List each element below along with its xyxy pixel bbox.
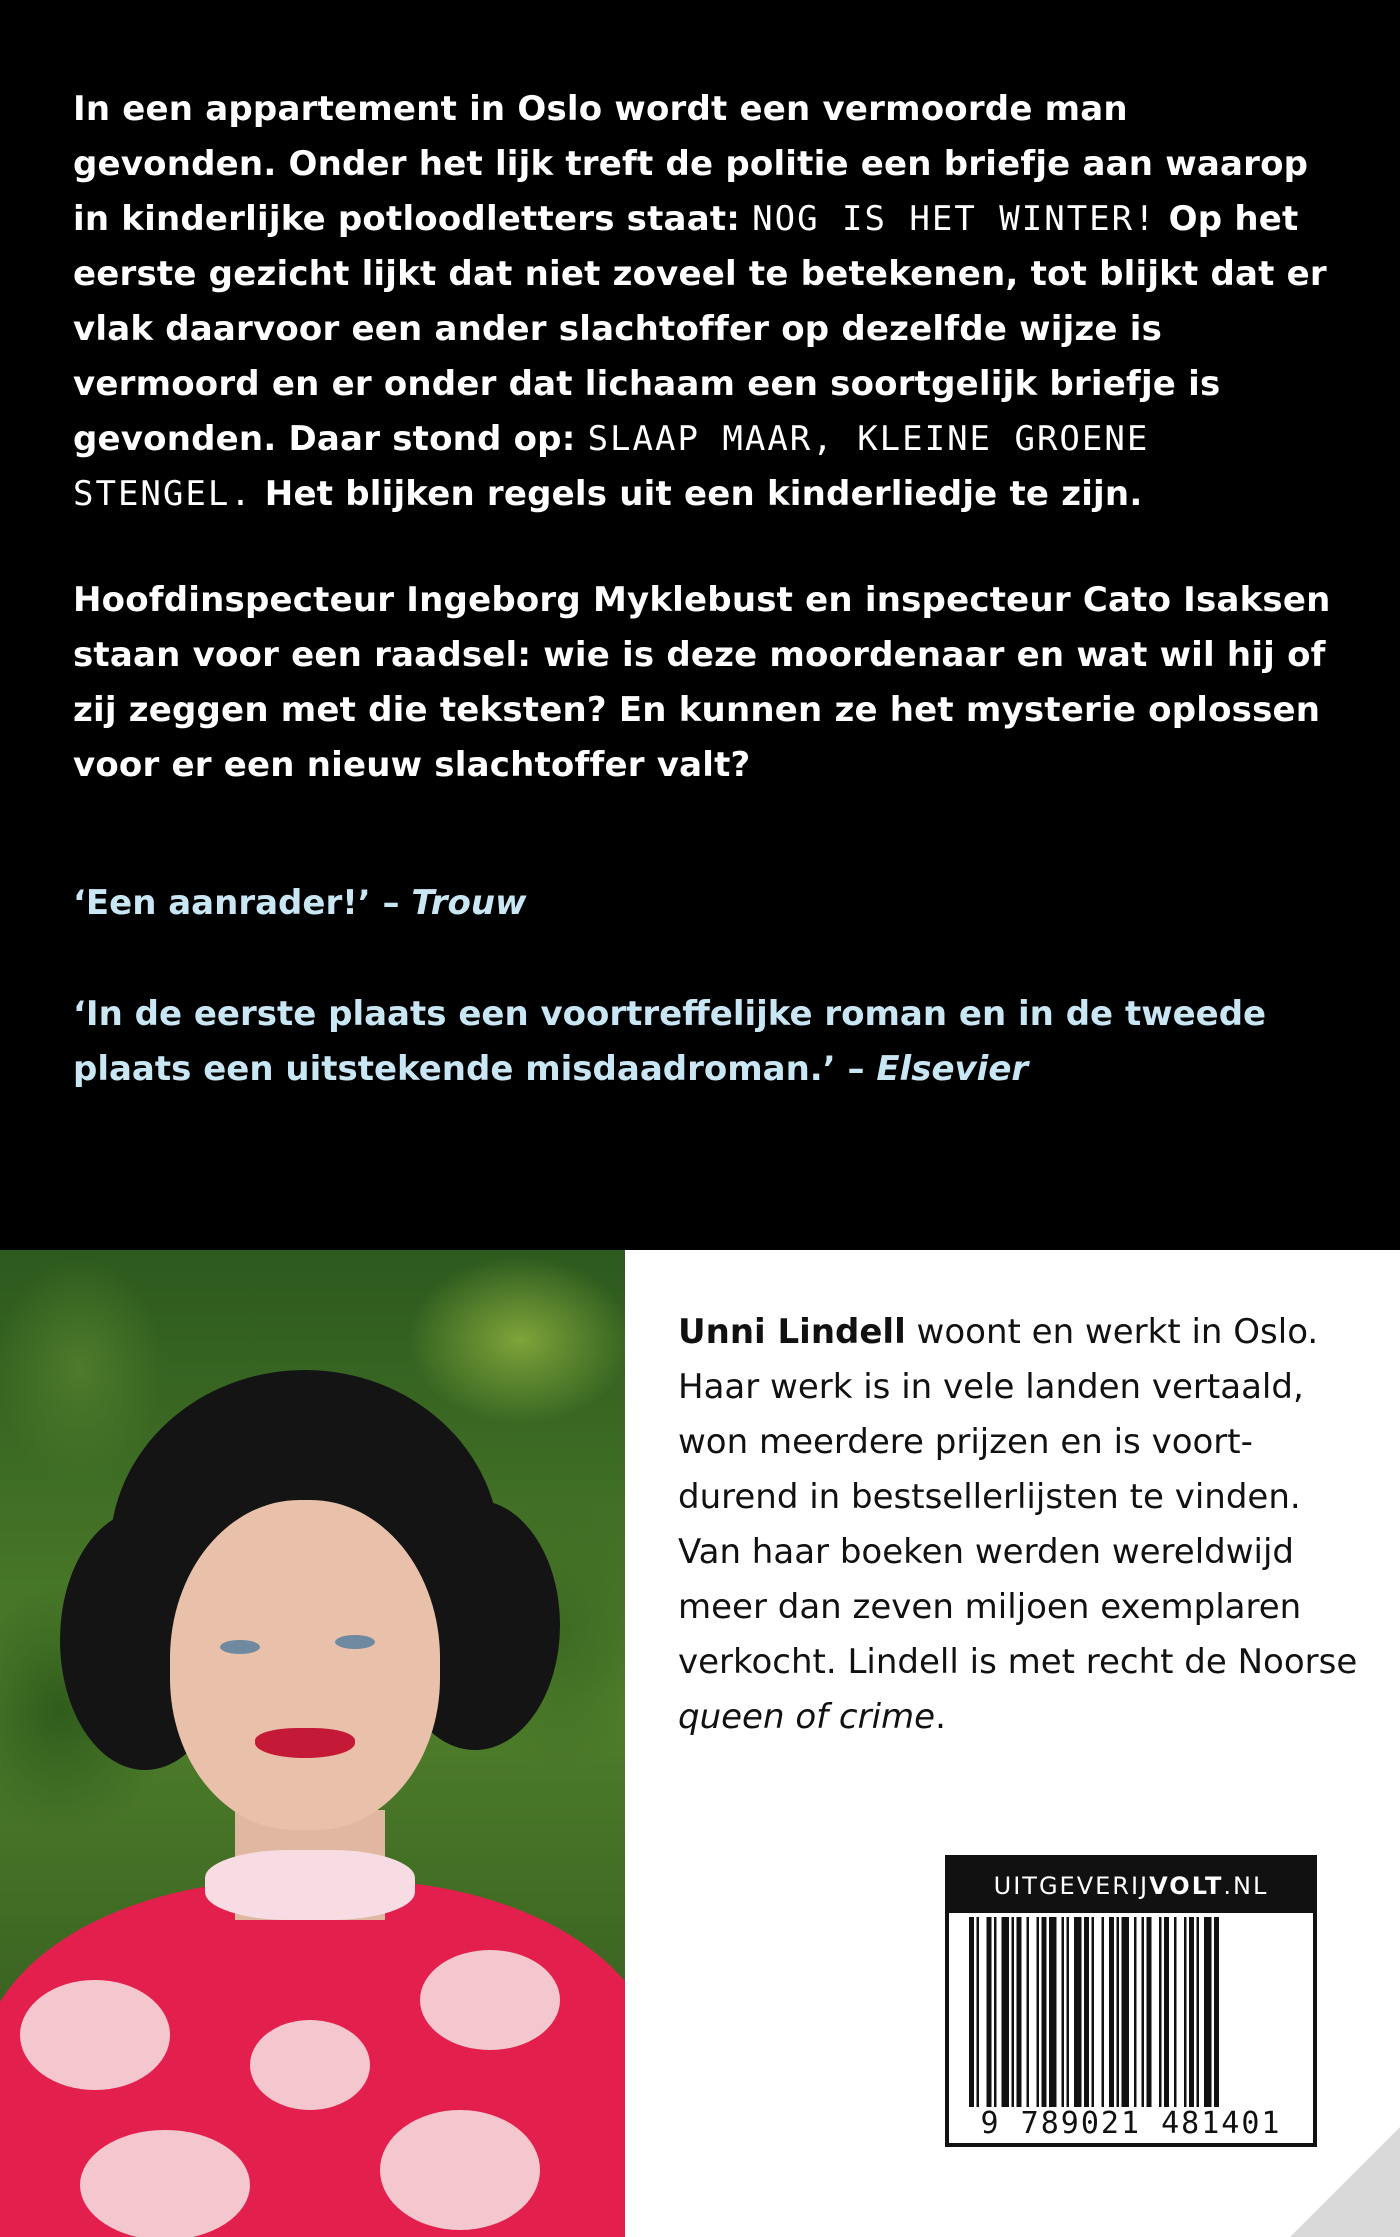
barcode-bar [1042,1917,1047,2107]
barcode-bar [1092,1917,1095,2107]
isbn-number: 9 789021 481401 [980,2106,1282,2141]
barcode-bar [1067,1917,1070,2107]
review-source: Trouw [411,883,527,923]
barcode-bar [969,1917,974,2107]
barcode-bar [1049,1917,1057,2107]
review-quote: ‘Een aanrader!’ – [73,883,412,923]
barcode-bar [1159,1917,1162,2107]
blurb-paragraph-1 [73,82,1338,522]
author-bio [678,1305,1358,1745]
barcode-bar [1027,1917,1030,2107]
author-bio-text: woont en werkt in Oslo. Haar werk is in vele landen vertaald, won meerdere prijzen en is voortdurend in bestsellerlijsten te vinden. Van haar boeken werden wereldwijd meer dan zeven miljoen exemplaren verkocht. Lindell is met recht de Noorse [678,1312,1358,1682]
review-elsevier [73,987,1338,1097]
barcode-bar [1214,1917,1219,2107]
barcode-bar [977,1917,980,2107]
blurb-text-c: Het blijken regels uit een kinderliedje te zijn. [252,474,1143,514]
barcode-bar [1002,1917,1010,2107]
blurb-text-a: In een appartement in Oslo wordt een vermoorde man gevonden. Onder het lijk treft de politie een briefje aan waarop in kinderlijke potloodletters staat: [73,89,1309,239]
barcode-bar [1164,1917,1169,2107]
barcode-bar [1142,1917,1145,2107]
barcode-bar [1037,1917,1040,2107]
barcode-bar [1122,1917,1130,2107]
site-bold: VOLT [1149,1872,1224,1900]
author-panel [0,1250,1400,2237]
barcode-bar [1084,1917,1089,2107]
author-bio-end: . [935,1697,946,1737]
blurb-paragraph-2: Hoofdinspecteur Ingeborg Myklebust en inspecteur Cato Isaksen staan voor een raadsel: wie is deze moordenaar en wat wil hij of zij zeggen met die teksten? En kunnen ze het mysterie oplossen voor er een nieuw slachtoffer valt? [73,580,1331,785]
barcode-bar [1189,1917,1194,2107]
barcode-bar [1102,1917,1105,2107]
review-source: Elsevier [876,1049,1029,1089]
handwritten-note-1: NOG IS HET WINTER! [752,199,1157,239]
barcode-bar [1197,1917,1200,2107]
barcode-bars [969,1917,1293,2107]
site-suffix: .NL [1223,1872,1269,1900]
barcode-bar [1204,1917,1212,2107]
barcode-bar [1012,1917,1015,2107]
review-trouw [73,876,1338,931]
barcode-bar [1134,1917,1137,2107]
page-corner [1290,2127,1400,2237]
site-prefix: UITGEVERIJ [993,1872,1150,1900]
publisher-website [949,1859,1313,1913]
barcode-bar [1117,1917,1120,2107]
author-photo [0,1250,625,2237]
barcode-bar [1017,1917,1022,2107]
blurb-text-b: Op het eerste gezicht lijkt dat niet zoveel te betekenen, tot blijkt dat er vlak daarvoor een ander slachtoffer op dezelfde wijze is vermoord en er onder dat lichaam een soortgelijk briefje is gevonden. Daar stond op: [73,199,1327,459]
barcode-bar [1174,1917,1177,2107]
author-name: Unni Lindell [678,1312,906,1352]
barcode-bar [1109,1917,1114,2107]
barcode-bar [1184,1917,1187,2107]
barcode-bar [1074,1917,1082,2107]
barcode [945,1855,1317,2147]
handwritten-note-2: SLAAP MAAR, KLEINE GROENE STENGEL. [73,419,1150,514]
author-bio-emphasis: queen of crime [678,1697,936,1737]
barcode-bar [1062,1917,1065,2107]
barcode-bar [987,1917,992,2107]
barcode-bar [994,1917,997,2107]
review-quote: ‘In de eerste plaats een voortreffelijke roman en in de tweede plaats een uitstekende misdaadroman.’ – [73,994,1267,1089]
barcode-bar [1147,1917,1152,2107]
